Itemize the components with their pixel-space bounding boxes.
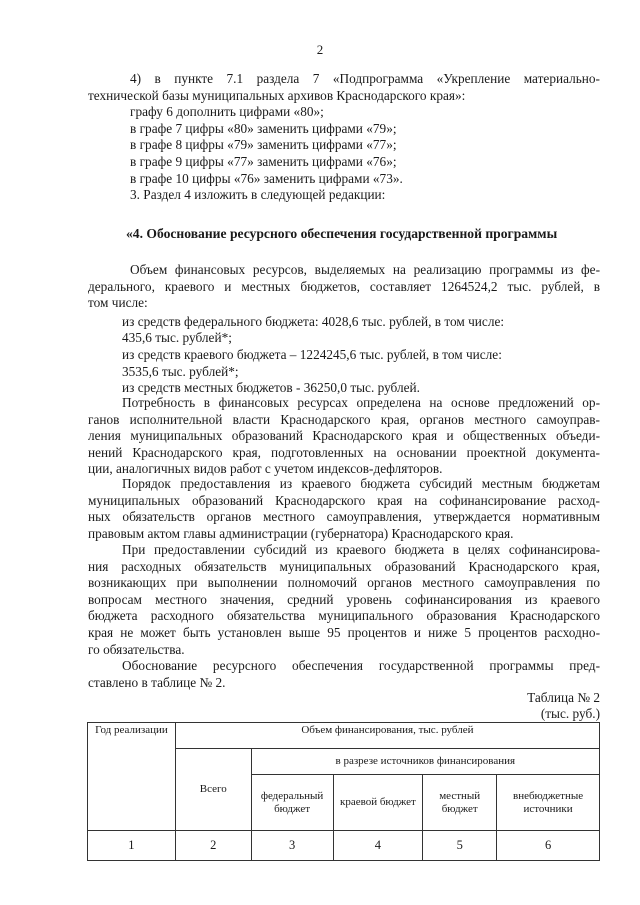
header-regional: краевой бюджет (333, 775, 423, 831)
justify-line: Обоснование ресурсного обеспечения государственной программы пред- (122, 658, 600, 673)
item4-block (88, 71, 600, 204)
header-year: Год реализации (88, 723, 176, 831)
need-line: ции, аналогичных видов работ с учетом индексов-дефляторов. (88, 461, 443, 477)
table-unit: (тыс. руб.) (540, 706, 600, 721)
subsidy-line: бюджета расходного обязательства муниципального образования Краснодарского (88, 608, 600, 624)
table-title: Таблица № 2 (527, 690, 600, 705)
item4-line-2: технической базы муниципальных архивов Краснодарского края»: (88, 87, 466, 103)
order-line: Порядок предоставления из краевого бюджета субсидий местным бюджетам (122, 476, 600, 491)
table-row (88, 831, 600, 861)
header-federal: федеральный бюджет (251, 775, 333, 831)
column-number: 4 (333, 831, 423, 861)
financing-table (87, 722, 600, 861)
column-number: 2 (175, 831, 251, 861)
source-line: из средств краевого бюджета – 1224245,6 тыс. рублей, в том числе: (122, 346, 502, 362)
header-total: Всего (175, 749, 251, 831)
subsidy-line: края не может быть установлен выше 95 процентов и ниже 5 процентов расходно- (88, 624, 600, 640)
subsidy-line: го обязательства. (88, 641, 185, 657)
edit-line: в графе 8 цифры «79» заменить цифрами «77»; (130, 137, 397, 153)
order-line: ных обязательств органов местного самоуправления, утверждается нормативным (88, 509, 600, 525)
header-volume: Объем финансирования, тыс. рублей (175, 723, 599, 749)
justify-line: ставлено в таблице № 2. (88, 674, 226, 690)
subsidy-line: вопросам местного значения, средний уровень софинансирования из краевого (88, 591, 600, 607)
justify-paragraph (88, 658, 600, 691)
volume-line-2: дерального, краевого и местных бюджетов, составляет 1264524,2 тыс. рублей, в (88, 278, 600, 294)
need-line: ления муниципальных образований Краснодарского края и общественных объеди- (88, 428, 600, 444)
volume-block (88, 262, 600, 397)
source-line: 435,6 тыс. рублей*; (122, 330, 232, 346)
column-number: 3 (251, 831, 333, 861)
volume-line-3: том числе: (88, 295, 148, 311)
need-line: нений Краснодарского края, подготовленных на основании проектной документа- (88, 444, 600, 460)
section-heading: «4. Обоснование ресурсного обеспечения государственной программы (126, 226, 558, 241)
need-line: ганов исполнительной власти Краснодарского края, органов местного самоуправ- (88, 411, 600, 427)
subsidy-line: ния расходных обязательств муниципальных образований Краснодарского края, (88, 558, 600, 574)
edit-line: 3. Раздел 4 изложить в следующей редакции: (130, 187, 386, 203)
order-line: муниципальных образований Краснодарского края на софинансирование расход- (88, 492, 600, 508)
header-extra: внебюджетные источники (497, 775, 600, 831)
need-paragraph (88, 395, 600, 478)
edit-line: графу 6 дополнить цифрами «80»; (130, 104, 324, 120)
order-line: правовым актом главы администрации (губернатора) Краснодарского края. (88, 525, 514, 541)
header-local: местный бюджет (423, 775, 497, 831)
subsidy-line: возникающих при выполнении полномочий органов местного самоуправления по (88, 575, 600, 591)
subsidy-paragraph (88, 542, 600, 658)
need-line: Потребность в финансовых ресурсах определена на основе предложений ор- (122, 395, 600, 410)
source-line: из средств федерального бюджета: 4028,6 тыс. рублей, в том числе: (122, 313, 505, 329)
page-number: 2 (316, 42, 324, 57)
order-paragraph (88, 476, 600, 542)
edit-line: в графе 9 цифры «77» заменить цифрами «76»; (130, 153, 397, 169)
item4-line-1: 4) в пункте 7.1 раздела 7 «Подпрограмма «Укрепление материально- (130, 71, 600, 86)
source-line: 3535,6 тыс. рублей*; (122, 363, 239, 379)
subsidy-line: При предоставлении субсидий из краевого бюджета в целях софинансирова- (122, 542, 600, 557)
column-number: 1 (88, 831, 176, 861)
volume-line-1: Объем финансовых ресурсов, выделяемых на реализацию программы из фе- (130, 262, 600, 277)
column-number: 5 (423, 831, 497, 861)
source-line: из средств местных бюджетов - 36250,0 тыс. рублей. (122, 380, 420, 396)
edit-line: в графе 10 цифры «76» заменить цифрами «73». (130, 170, 403, 186)
column-number: 6 (497, 831, 600, 861)
edit-line: в графе 7 цифры «80» заменить цифрами «79»; (130, 120, 397, 136)
header-breakdown: в разрезе источников финансирования (251, 749, 599, 775)
